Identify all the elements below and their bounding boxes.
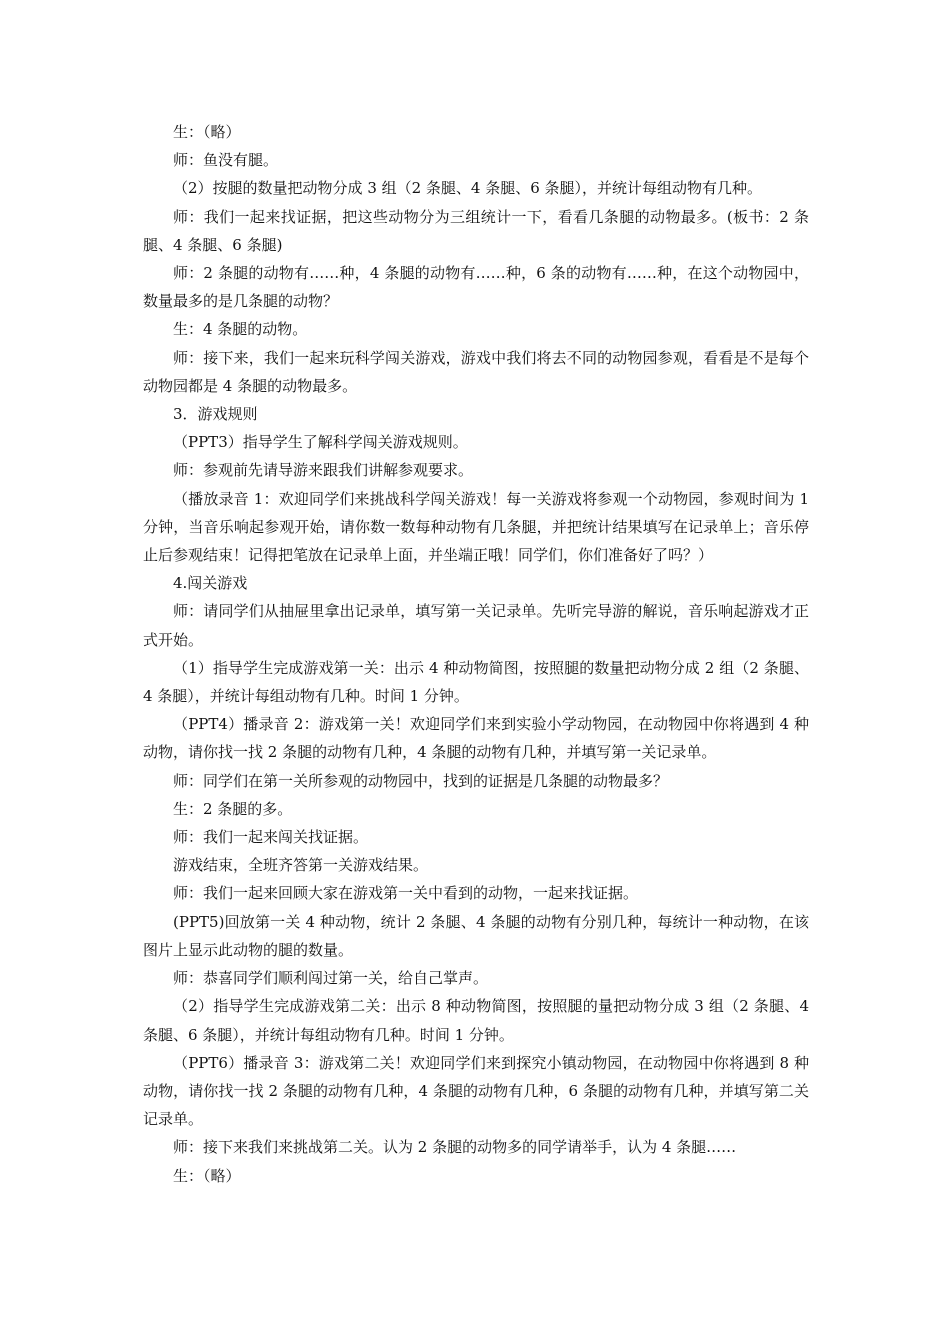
paragraph: 师：恭喜同学们顺利闯过第一关，给自己掌声。 [173,969,489,988]
paragraph: （2）按腿的数量把动物分成 3 组（2 条腿、4 条腿、6 条腿），并统计每组动物有几种。 [173,179,763,198]
paragraph: 师：请同学们从抽屉里拿出记录单，填写第一关记录单。先听完导游的解说，音乐响起游戏才正式开始。 [143,602,809,649]
paragraph: 生：4 条腿的动物。 [173,320,308,339]
section-heading: 4.闯关游戏 [173,574,248,593]
paragraph: 师：参观前先请导游来跟我们讲解参观要求。 [173,461,474,480]
paragraph: （PPT4）播录音 2：游戏第一关！欢迎同学们来到实验小学动物园，在动物园中你将遇到 4 种动物，请你找一找 2 条腿的动物有几种，4 条腿的动物有几种，并填写第一关记录单。 [143,715,809,762]
document-page [143,118,809,1190]
paragraph: （2）指导学生完成游戏第二关：出示 8 种动物简图，按照腿的量把动物分成 3 组（2 条腿、4 条腿、6 条腿），并统计每组动物有几种。时间 1 分钟。 [143,997,809,1044]
paragraph: 师：我们一起来找证据，把这些动物分为三组统计一下，看看几条腿的动物最多。(板书：2 条腿、4 条腿、6 条腿) [143,207,809,254]
section-heading: 3．游戏规则 [173,405,258,424]
paragraph: 生：（略） [173,123,241,141]
paragraph: 游戏结束，全班齐答第一关游戏结果。 [173,856,429,875]
paragraph: 师：同学们在第一关所参观的动物园中，找到的证据是几条腿的动物最多？ [173,771,669,790]
paragraph: 生：2 条腿的多。 [173,799,293,818]
paragraph: 师：我们一起来回顾大家在游戏第一关中看到的动物，一起来找证据。 [173,884,639,903]
paragraph: 师：我们一起来闯关找证据。 [173,828,369,847]
paragraph: （播放录音 1：欢迎同学们来挑战科学闯关游戏！每一关游戏将参观一个动物园，参观时间为 1 分钟，当音乐响起参观开始，请你数一数每种动物有几条腿，并把统计结果填写在记录单上；音乐停止后参观结束！记得把笔放在记录单上面，并坐端正哦！同学们，你们准备好了吗？） [143,489,809,565]
paragraph: （PPT6）播录音 3：游戏第二关！欢迎同学们来到探究小镇动物园，在动物园中你将遇到 8 种动物，请你找一找 2 条腿的动物有几种，4 条腿的动物有几种，6 条腿的动物有几种，并填写第二关记录单。 [143,1053,809,1129]
paragraph: （PPT3）指导学生了解科学闯关游戏规则。 [173,433,468,452]
paragraph: （1）指导学生完成游戏第一关：出示 4 种动物简图，按照腿的数量把动物分成 2 组（2 条腿、4 条腿），并统计每组动物有几种。时间 1 分钟。 [143,658,809,706]
paragraph: 师：2 条腿的动物有……种，4 条腿的动物有……种，6 条的动物有……种，在这个动物园中，数量最多的是几条腿的动物？ [143,264,809,311]
paragraph: 师：接下来我们来挑战第二关。认为 2 条腿的动物多的同学请举手，认为 4 条腿…… [173,1138,737,1157]
paragraph: 生：（略） [173,1166,241,1185]
paragraph: 师：鱼没有腿。 [173,151,279,170]
paragraph: (PPT5)回放第一关 4 种动物，统计 2 条腿、4 条腿的动物有分别几种，每统计一种动物，在该图片上显示此动物的腿的数量。 [143,912,809,959]
paragraph: 师：接下来，我们一起来玩科学闯关游戏，游戏中我们将去不同的动物园参观，看看是不是每个动物园都是 4 条腿的动物最多。 [143,348,809,395]
